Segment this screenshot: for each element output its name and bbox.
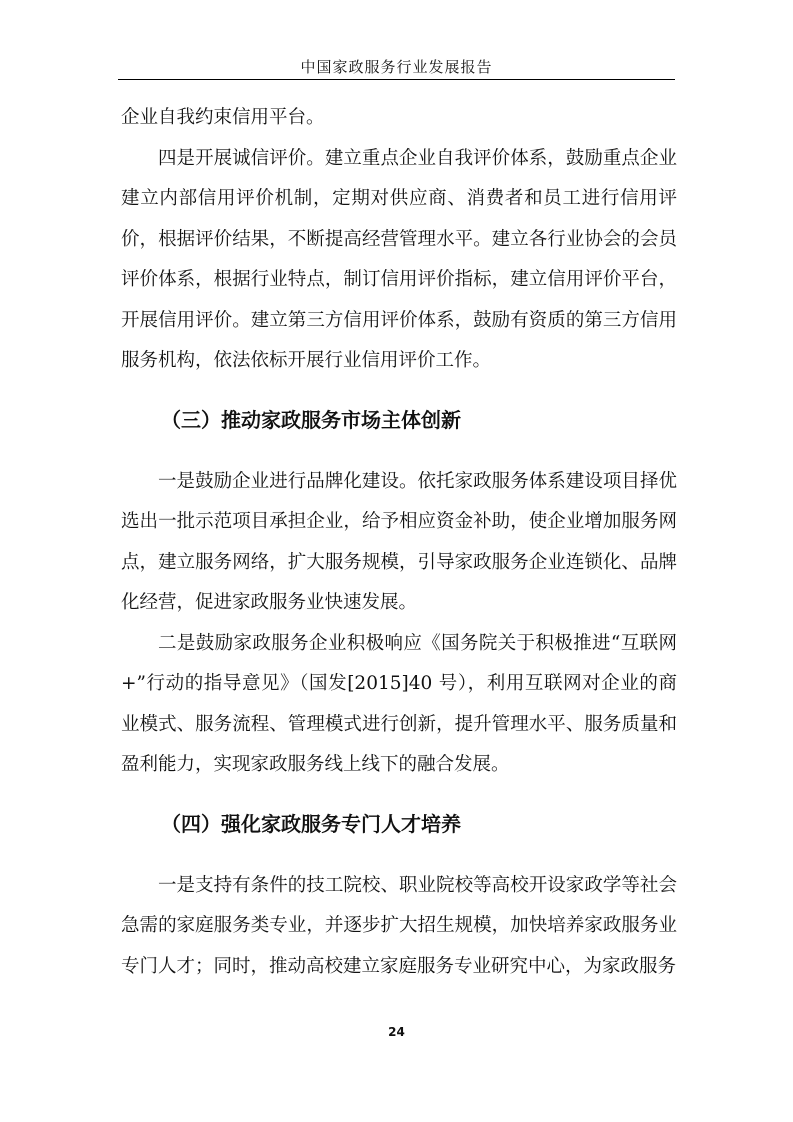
header-divider <box>118 79 675 80</box>
section-heading-4: （四）强化家政服务专门人才培养 <box>161 811 461 836</box>
running-header: 中国家政服务行业发展报告 <box>300 58 493 76</box>
paragraph-talent-training: 一是支持有条件的技工院校、职业院校等高校开设家政学等社会急需的家庭服务类专业，并逐步扩大招生规模，加快培养家政服务业专门人才；同时，推动高校建立家庭服务专业研究中心，为家政服务 <box>121 874 677 977</box>
paragraph-brand-building: 一是鼓励企业进行品牌化建设。依托家政服务体系建设项目择优选出一批示范项目承担企业，给予相应资金补助，使企业增加服务网点，建立服务网络，扩大服务规模，引导家政服务企业连锁化、品牌化经营，促进家政服务业快速发展。 <box>121 470 677 613</box>
page-body <box>121 98 677 987</box>
paragraph-credit-evaluation: 四是开展诚信评价。建立重点企业自我评价体系，鼓励重点企业建立内部信用评价机制，定期对供应商、消费者和员工进行信用评价，根据评价结果，不断提高经营管理水平。建立各行业协会的会员评价体系，根据行业特点，制订信用评价指标，建立信用评价平台，开展信用评价。建立第三方信用评价体系，鼓励有资质的第三方信用服务机构，依法依标开展行业信用评价工作。 <box>121 147 677 371</box>
paragraph-internet-plus: 二是鼓励家政服务企业积极响应《国务院关于积极推进“互联网+”行动的指导意见》（国发[2015]40 号），利用互联网对企业的商业模式、服务流程、管理模式进行创新，提升管理水平、服务质量和盈利能力，实现家政服务线上线下的融合发展。 <box>121 632 677 775</box>
page-number: 24 <box>388 1025 405 1039</box>
section-heading-3: （三）推动家政服务市场主体创新 <box>161 407 461 432</box>
paragraph-continuation: 企业自我约束信用平台。 <box>121 107 325 128</box>
